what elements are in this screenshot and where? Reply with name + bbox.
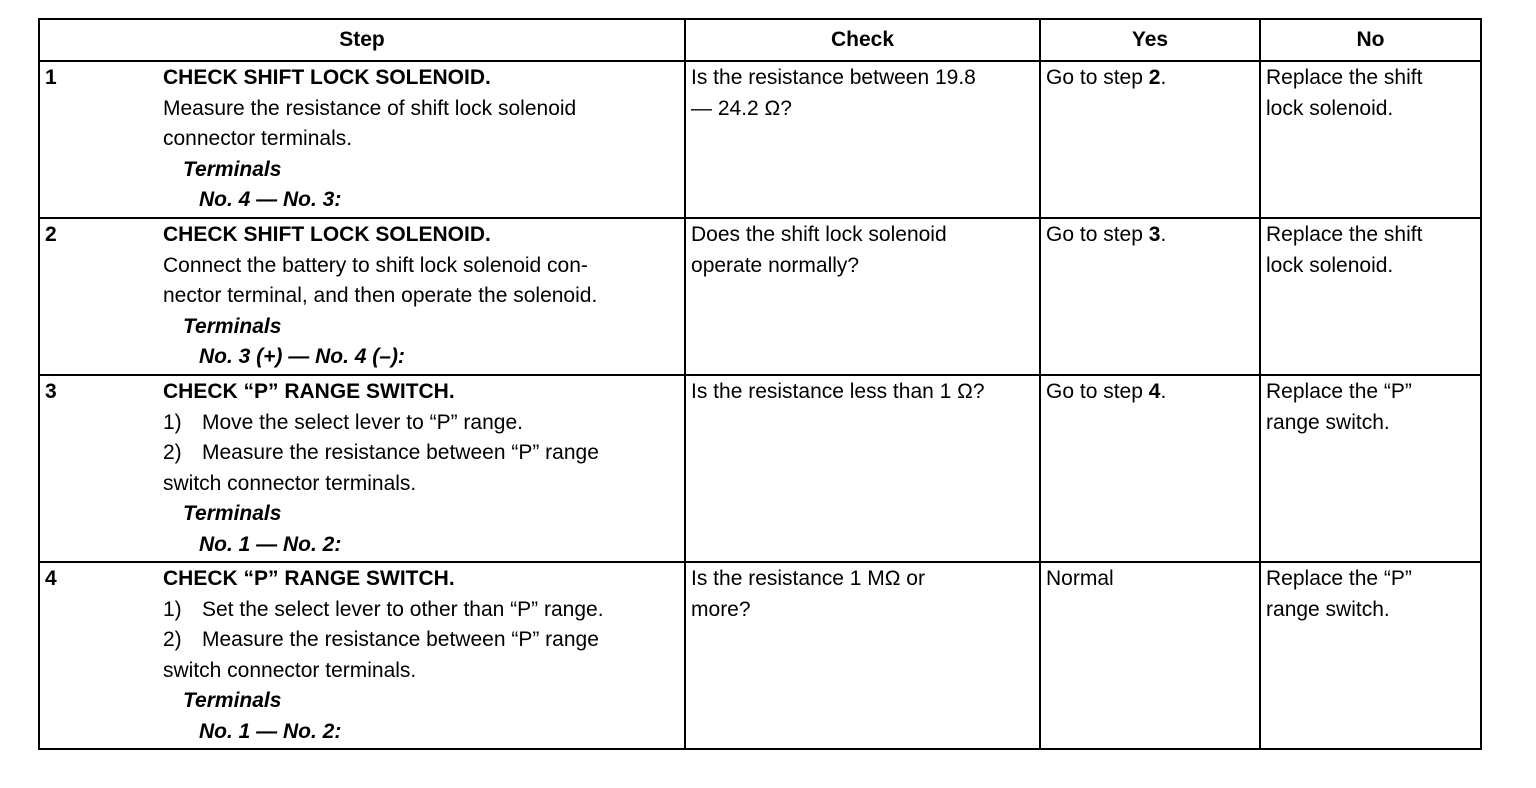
- yes-text: Normal: [1046, 567, 1114, 590]
- step-title: CHECK SHIFT LOCK SOLENOID.: [163, 223, 491, 246]
- terminals-value: No. 1 — No. 2:: [199, 532, 342, 556]
- substep-text: Move the select lever to “P” range.: [202, 410, 523, 434]
- check-cell: [685, 218, 1040, 375]
- step-number: 4: [39, 562, 163, 749]
- step-number: 3: [39, 375, 163, 562]
- yes-text: Go to step: [1046, 66, 1149, 89]
- table-row: [39, 218, 1481, 375]
- step-line: switch connector terminals.: [163, 658, 417, 682]
- terminals-label: Terminals: [183, 314, 282, 338]
- check-line: Is the resistance between 19.8: [691, 66, 976, 89]
- terminals-label: Terminals: [183, 502, 282, 525]
- substep-text: Measure the resistance between “P” range: [202, 441, 599, 464]
- check-cell: [685, 562, 1040, 749]
- step-description: [163, 375, 685, 562]
- yes-suffix: .: [1160, 66, 1167, 89]
- check-line: Does the shift lock solenoid: [691, 223, 947, 246]
- step-substep: [163, 438, 680, 469]
- substep-number: 2): [163, 441, 182, 464]
- table-header-row: [39, 19, 1481, 61]
- step-description: [163, 218, 685, 375]
- yes-suffix: .: [1160, 380, 1167, 403]
- substep-number: 1): [163, 597, 182, 621]
- no-line: range switch.: [1266, 410, 1390, 434]
- terminals-value: No. 1 — No. 2:: [199, 719, 342, 743]
- yes-step-ref: 3: [1148, 223, 1161, 246]
- substep-text: Set the select lever to other than “P” range.: [202, 597, 604, 621]
- table-row: [39, 562, 1481, 749]
- diagnostic-table: [38, 18, 1482, 750]
- terminals-value: No. 4 — No. 3:: [199, 188, 342, 211]
- no-line: Replace the shift: [1266, 66, 1423, 89]
- yes-step-ref: 2: [1148, 66, 1161, 89]
- step-substep: [163, 625, 680, 656]
- substep-number: 1): [163, 410, 182, 434]
- no-line: lock solenoid.: [1266, 96, 1394, 120]
- check-line: Is the resistance 1 MΩ or: [691, 567, 925, 590]
- step-line: nector terminal, and then operate the solenoid.: [163, 284, 598, 307]
- no-line: Replace the “P”: [1266, 567, 1412, 590]
- terminals-label: Terminals: [183, 689, 282, 712]
- step-line: Connect the battery to shift lock solenoid con-: [163, 253, 588, 277]
- step-number: 2: [39, 218, 163, 375]
- no-cell: [1260, 562, 1481, 749]
- no-cell: [1260, 61, 1481, 218]
- step-line: switch connector terminals.: [163, 471, 417, 495]
- table-row: [39, 375, 1481, 562]
- step-substep: [163, 408, 680, 439]
- step-title: CHECK “P” RANGE SWITCH.: [163, 567, 455, 590]
- header-yes: Yes: [1040, 19, 1260, 61]
- step-line: Measure the resistance of shift lock solenoid: [163, 96, 577, 120]
- check-line: — 24.2 Ω?: [691, 96, 792, 120]
- yes-cell: [1040, 562, 1260, 749]
- no-line: lock solenoid.: [1266, 253, 1394, 277]
- step-title: CHECK “P” RANGE SWITCH.: [163, 380, 455, 403]
- yes-text: Go to step: [1046, 380, 1149, 403]
- check-cell: [685, 375, 1040, 562]
- yes-cell: [1040, 375, 1260, 562]
- step-title: CHECK SHIFT LOCK SOLENOID.: [163, 66, 491, 89]
- substep-text: Measure the resistance between “P” range: [202, 628, 599, 651]
- terminals-value: No. 3 (+) — No. 4 (–):: [199, 345, 405, 368]
- no-line: range switch.: [1266, 597, 1390, 621]
- step-description: [163, 61, 685, 218]
- header-step: Step: [39, 19, 685, 61]
- step-substep: [163, 595, 680, 626]
- no-line: Replace the “P”: [1266, 380, 1412, 403]
- no-cell: [1260, 218, 1481, 375]
- no-cell: [1260, 375, 1481, 562]
- check-cell: [685, 61, 1040, 218]
- table-row: [39, 61, 1481, 218]
- step-description: [163, 562, 685, 749]
- yes-cell: [1040, 61, 1260, 218]
- no-line: Replace the shift: [1266, 223, 1423, 246]
- step-line: connector terminals.: [163, 127, 353, 150]
- yes-cell: [1040, 218, 1260, 375]
- terminals-label: Terminals: [183, 157, 282, 181]
- check-line: Is the resistance less than 1 Ω?: [691, 380, 985, 403]
- yes-text: Go to step: [1046, 223, 1149, 246]
- substep-number: 2): [163, 628, 182, 651]
- check-line: operate normally?: [691, 253, 860, 277]
- yes-step-ref: 4: [1148, 380, 1161, 403]
- header-no: No: [1260, 19, 1481, 61]
- header-check: Check: [685, 19, 1040, 61]
- step-number: 1: [39, 61, 163, 218]
- yes-suffix: .: [1160, 223, 1167, 246]
- check-line: more?: [691, 597, 751, 621]
